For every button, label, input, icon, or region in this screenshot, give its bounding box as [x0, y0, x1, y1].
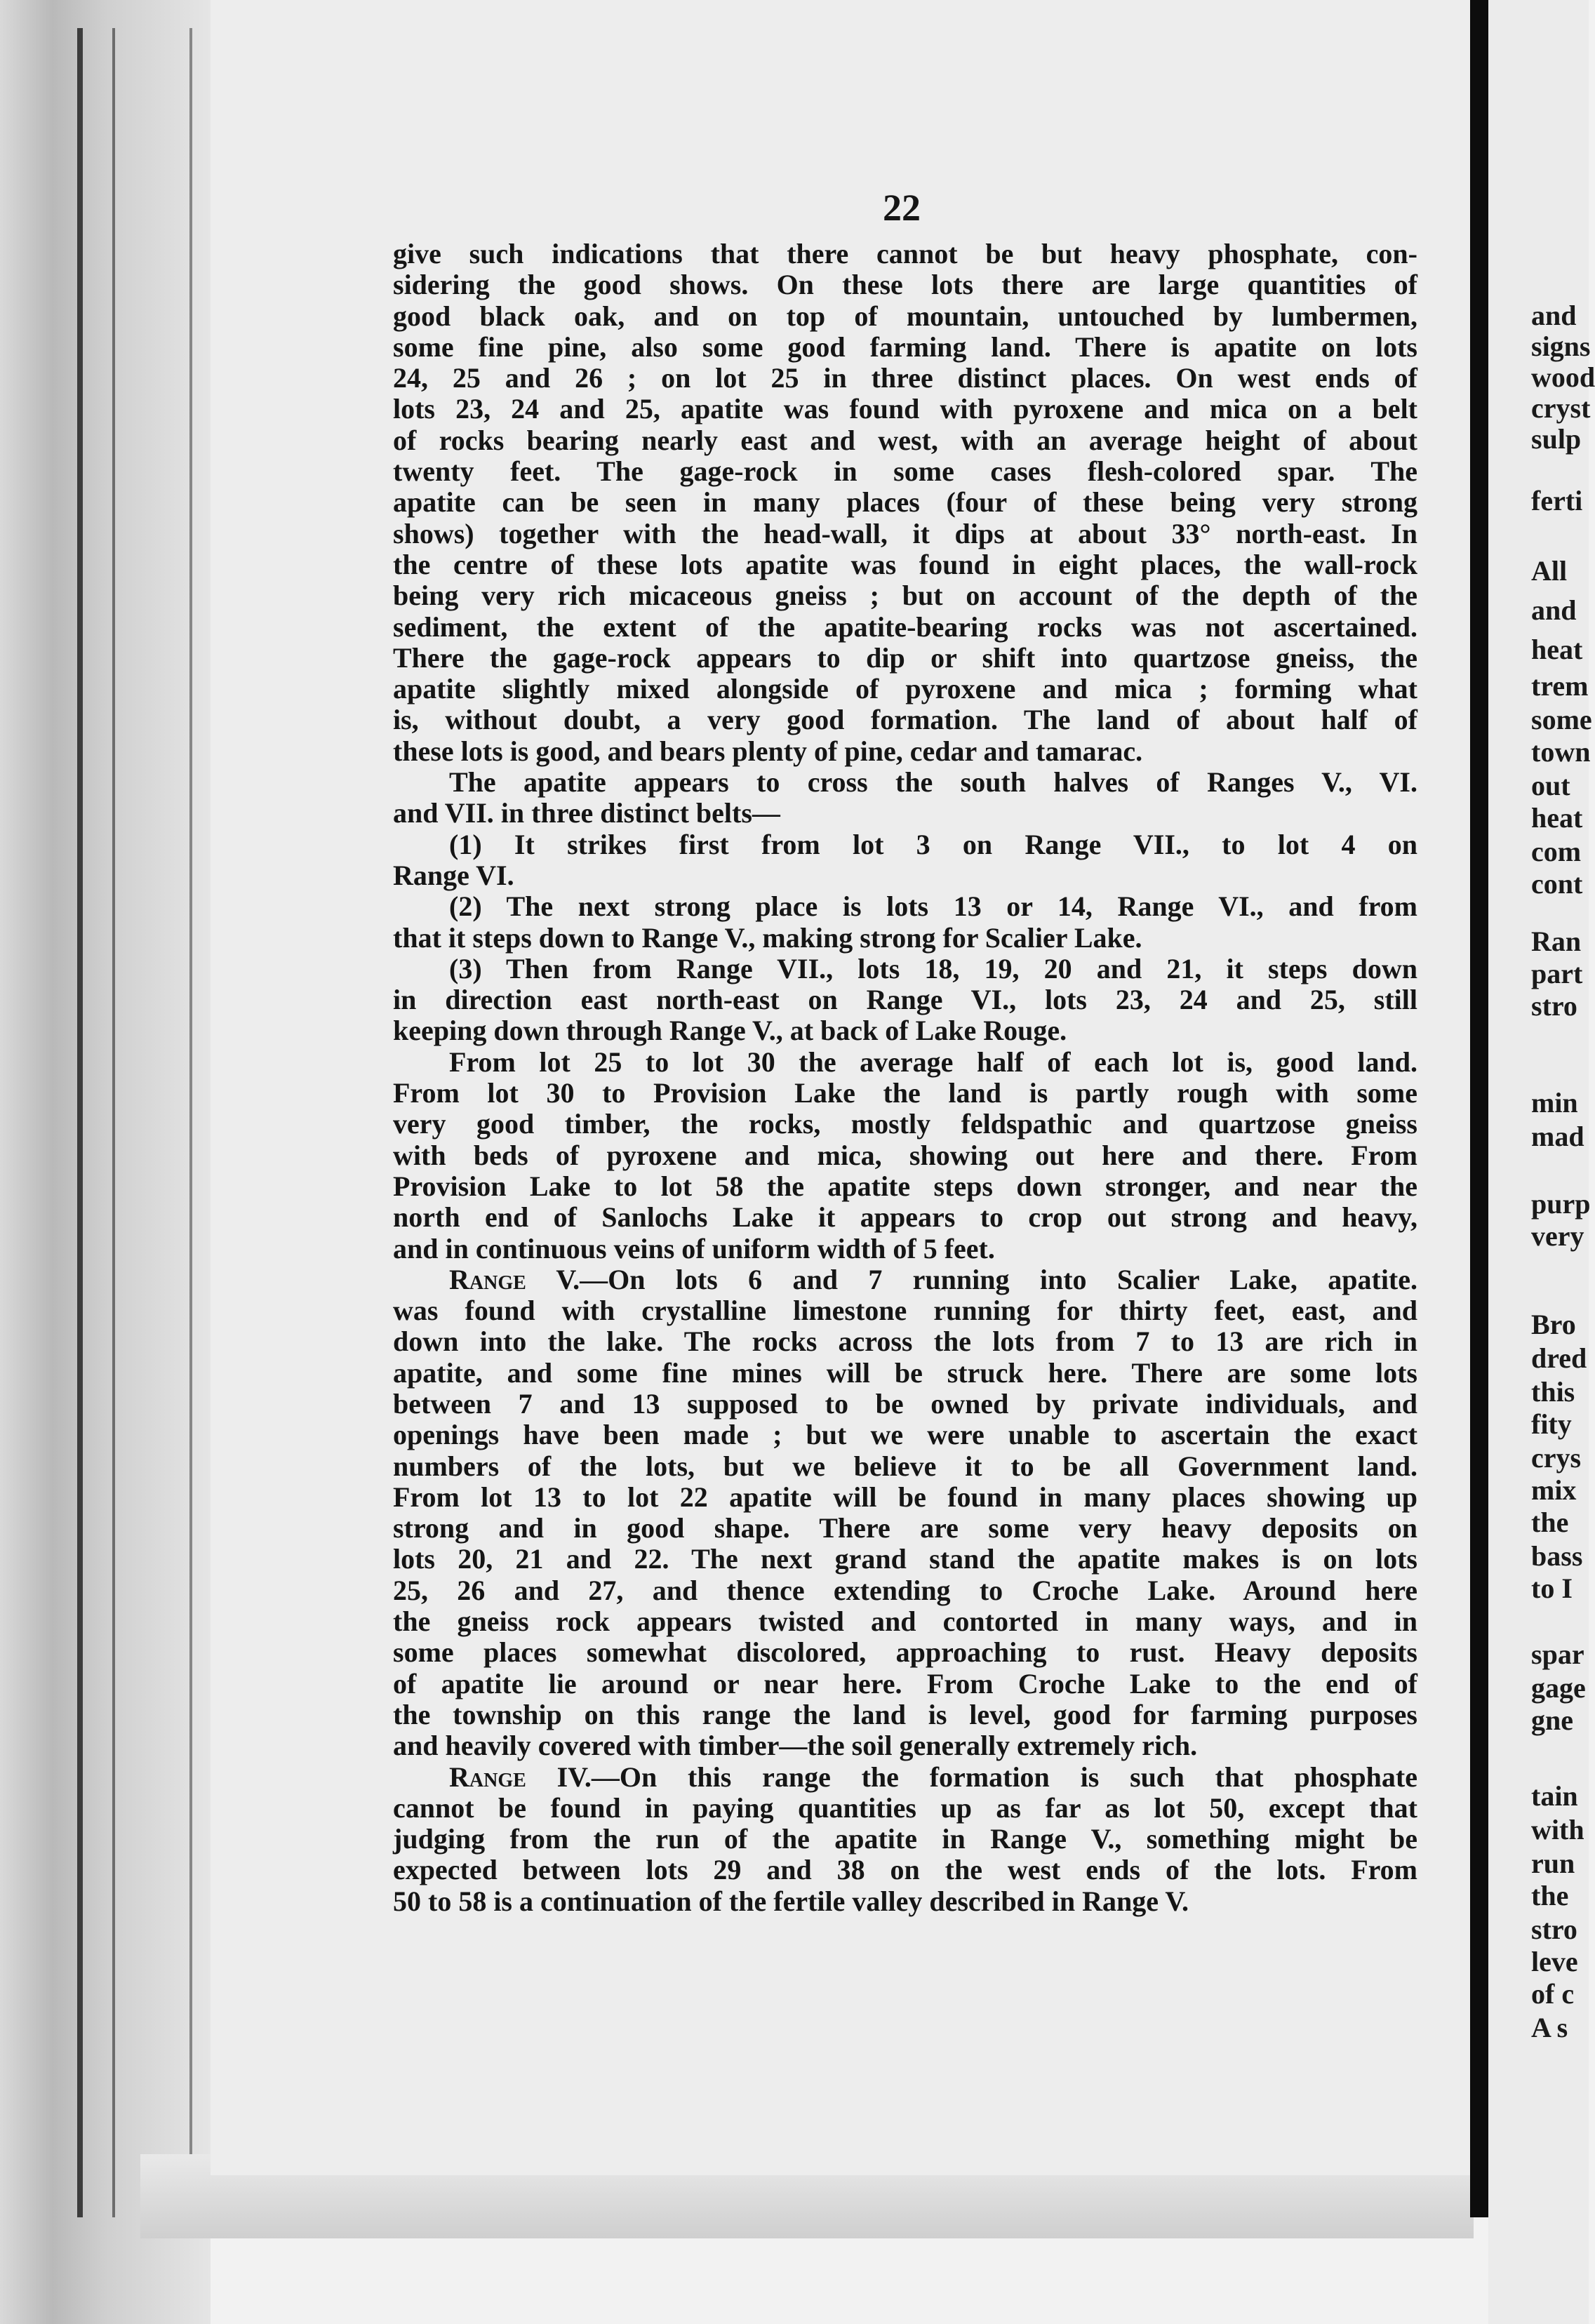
right-page-fragment: wood	[1531, 361, 1595, 393]
page-number: 22	[883, 187, 921, 229]
right-page-fragment: mix	[1531, 1474, 1577, 1506]
text-line: that it steps down to Range V., making strong for Scalier Lake.	[393, 921, 1142, 954]
text-line: apatite can be seen in many places (four of these being very strong	[393, 486, 1417, 519]
text-line: of rocks bearing nearly east and west, with an average height of about	[393, 424, 1417, 456]
text-line: —On lots 6 and 7 running into Scalier Lake, apatite.	[580, 1263, 1418, 1295]
right-page-fragment: fity	[1531, 1408, 1572, 1440]
right-page-fragment: leve	[1531, 1946, 1578, 1977]
right-page-fragment: All	[1531, 555, 1568, 587]
right-page-fragment: run	[1531, 1848, 1575, 1879]
right-page-fragment: very	[1531, 1220, 1584, 1252]
text-line: 50 to 58 is a continuation of the fertile valley described in Range V.	[393, 1885, 1189, 1917]
text-line: the township on this range the land is level, good for farming purposes	[393, 1698, 1417, 1730]
right-page-fragment: stro	[1531, 990, 1577, 1022]
text-line: expected between lots 29 and 38 on the west ends of the lots. From	[393, 1854, 1417, 1886]
text-line: From lot 30 to Provision Lake the land is partly rough with some	[393, 1077, 1417, 1109]
text-line: There the gage-rock appears to dip or shift into quartzose gneiss, the	[393, 641, 1417, 674]
right-page-fragment: some	[1531, 704, 1592, 735]
range-v-paragraph-start	[393, 1264, 1417, 1295]
right-page-fragment: part	[1531, 958, 1583, 989]
right-page-fragment: gne	[1531, 1704, 1573, 1736]
right-page-fragment: ferti	[1531, 485, 1583, 516]
text-line: shows) together with the head-wall, it dips at about 33° north-east. In	[393, 517, 1417, 549]
text-line: lots 20, 21 and 22. The next grand stand the apatite makes is on lots	[393, 1543, 1417, 1575]
right-page-fragment: cryst	[1531, 392, 1591, 424]
text-line: From lot 13 to lot 22 apatite will be found in many places showing up	[393, 1481, 1417, 1513]
range-iv-heading: Range IV.	[449, 1761, 592, 1793]
right-page-fragment: cont	[1531, 868, 1583, 900]
right-page-fragment: stro	[1531, 1914, 1577, 1945]
text-line: apatite slightly mixed alongside of pyroxene and mica ; forming what	[393, 673, 1417, 705]
right-page-fragment: A s	[1531, 2012, 1568, 2043]
text-line: openings have been made ; but we were unable to ascertain the exact	[393, 1419, 1417, 1451]
text-line: give such indications that there cannot be but heavy phosphate, con-	[393, 238, 1417, 269]
right-page-fragment: purp	[1531, 1188, 1591, 1220]
right-page-fragment: mad	[1531, 1121, 1584, 1152]
text-line: From lot 25 to lot 30 the average half of each lot is, good land.	[449, 1046, 1417, 1078]
range-iv-paragraph-start	[393, 1762, 1417, 1793]
text-line: 25, 26 and 27, and thence extending to Croche Lake. Around here	[393, 1574, 1417, 1606]
right-page-fragment: sulp	[1531, 423, 1582, 455]
text-line: is, without doubt, a very good formation. The land of about half of	[393, 704, 1417, 736]
text-line: and VII. in three distinct belts—	[393, 797, 780, 829]
body-text	[393, 239, 1417, 1917]
text-line: between 7 and 13 supposed to be owned by private individuals, and	[393, 1387, 1417, 1420]
right-page-fragment: Bro	[1531, 1309, 1576, 1340]
right-page-fragment: crys	[1531, 1442, 1582, 1474]
text-line: with beds of pyroxene and mica, showing out here and there. From	[393, 1139, 1417, 1171]
spine-shadow-line	[112, 28, 115, 2217]
right-page-fragment: of c	[1531, 1978, 1575, 2010]
text-line: very good timber, the rocks, mostly feldspathic and quartzose gneiss	[393, 1108, 1417, 1140]
range-v-heading: Range V.	[449, 1263, 580, 1295]
right-page-fragment: spar	[1531, 1638, 1584, 1670]
text-line: strong and in good shape. There are some very heavy deposits on	[393, 1512, 1417, 1544]
text-line: lots 23, 24 and 25, apatite was found with pyroxene and mica on a belt	[393, 393, 1417, 425]
right-page-fragment: heat	[1531, 802, 1583, 834]
page-gutter	[1470, 0, 1488, 2217]
text-line: keeping down through Range V., at back of Lake Rouge.	[393, 1015, 1067, 1047]
text-line: —On this range the formation is such that phosphate	[591, 1761, 1417, 1793]
spine-shadow-line	[77, 28, 83, 2217]
text-line: good black oak, and on top of mountain, untouched by lumbermen,	[393, 300, 1417, 332]
text-line: The apatite appears to cross the south halves of Ranges V., VI.	[449, 766, 1417, 799]
right-page-fragment: trem	[1531, 670, 1589, 702]
text-line: and in continuous veins of uniform width of 5 feet.	[393, 1232, 995, 1264]
text-line: Range VI.	[393, 859, 514, 891]
text-line: was found with crystalline limestone running for thirty feet, east, and	[393, 1295, 1417, 1327]
right-page-fragment: dred	[1531, 1342, 1587, 1374]
text-line: numbers of the lots, but we believe it to be all Government land.	[393, 1450, 1417, 1482]
text-line: some fine pine, also some good farming land. There is apatite on lots	[393, 330, 1417, 363]
text-line: sediment, the extent of the apatite-bearing rocks was not ascertained.	[393, 610, 1417, 643]
text-line: twenty feet. The gage-rock in some cases flesh-colored spar. The	[393, 455, 1417, 488]
text-line: 24, 25 and 26 ; on lot 25 in three distinct places. On west ends of	[393, 362, 1417, 394]
text-line: the centre of these lots apatite was found in eight places, the wall-rock	[393, 548, 1417, 580]
text-line: Provision Lake to lot 58 the apatite steps down stronger, and near the	[393, 1170, 1417, 1202]
right-page-fragment: the	[1531, 1507, 1569, 1538]
text-line: cannot be found in paying quantities up as far as lot 50, except that	[393, 1791, 1417, 1824]
spine-shadow-line	[189, 28, 192, 2217]
right-page-fragment: the	[1531, 1880, 1569, 1911]
text-line: in direction east north-east on Range VI., lots 23, 24 and 25, still	[393, 984, 1417, 1016]
text-line: (3) Then from Range VII., lots 18, 19, 20 and 21, it steps down	[449, 952, 1417, 984]
text-line: north end of Sanlochs Lake it appears to crop out strong and heavy,	[393, 1201, 1417, 1234]
text-line: apatite, and some fine mines will be struck here. There are some lots	[393, 1356, 1417, 1389]
right-page-fragment: with	[1531, 1814, 1584, 1845]
text-line: down into the lake. The rocks across the lots from 7 to 13 are rich in	[393, 1325, 1417, 1358]
book-spine-edge	[0, 0, 211, 2324]
right-page-fragment: and	[1531, 594, 1577, 626]
text-line: the gneiss rock appears twisted and contorted in many ways, and in	[393, 1605, 1417, 1638]
text-line: some places somewhat discolored, approaching to rust. Heavy deposits	[393, 1636, 1417, 1669]
text-line: (1) It strikes first from lot 3 on Range VII., to lot 4 on	[449, 828, 1417, 860]
text-line: being very rich micaceous gneiss ; but on account of the depth of the	[393, 580, 1417, 612]
right-page-fragment: com	[1531, 836, 1582, 867]
right-page-fragment: and	[1531, 300, 1577, 331]
text-line: these lots is good, and bears plenty of pine, cedar and tamarac.	[393, 735, 1143, 767]
right-page-fragment: heat	[1531, 634, 1583, 665]
text-line: and heavily covered with timber—the soil generally extremely rich.	[393, 1730, 1198, 1762]
right-page-fragment: min	[1531, 1087, 1578, 1118]
text-line: sidering the good shows. On these lots there are large quantities of	[393, 269, 1417, 301]
right-page-fragment: out	[1531, 770, 1570, 801]
text-line: of apatite lie around or near here. From Croche Lake to the end of	[393, 1667, 1417, 1699]
text-line: judging from the run of the apatite in Range V., something might be	[393, 1823, 1417, 1855]
text-line: (2) The next strong place is lots 13 or 14, Range VI., and from	[449, 890, 1417, 923]
right-page-fragment: to I	[1531, 1572, 1573, 1604]
right-page-fragment: town	[1531, 736, 1591, 768]
right-page-fragment: signs	[1531, 330, 1591, 362]
right-page-fragment: bass	[1531, 1540, 1583, 1572]
right-page-fragment: Ran	[1531, 926, 1582, 957]
right-page-fragment: this	[1531, 1376, 1575, 1408]
right-page-fragment: tain	[1531, 1780, 1578, 1812]
right-page-fragment: gage	[1531, 1672, 1586, 1704]
